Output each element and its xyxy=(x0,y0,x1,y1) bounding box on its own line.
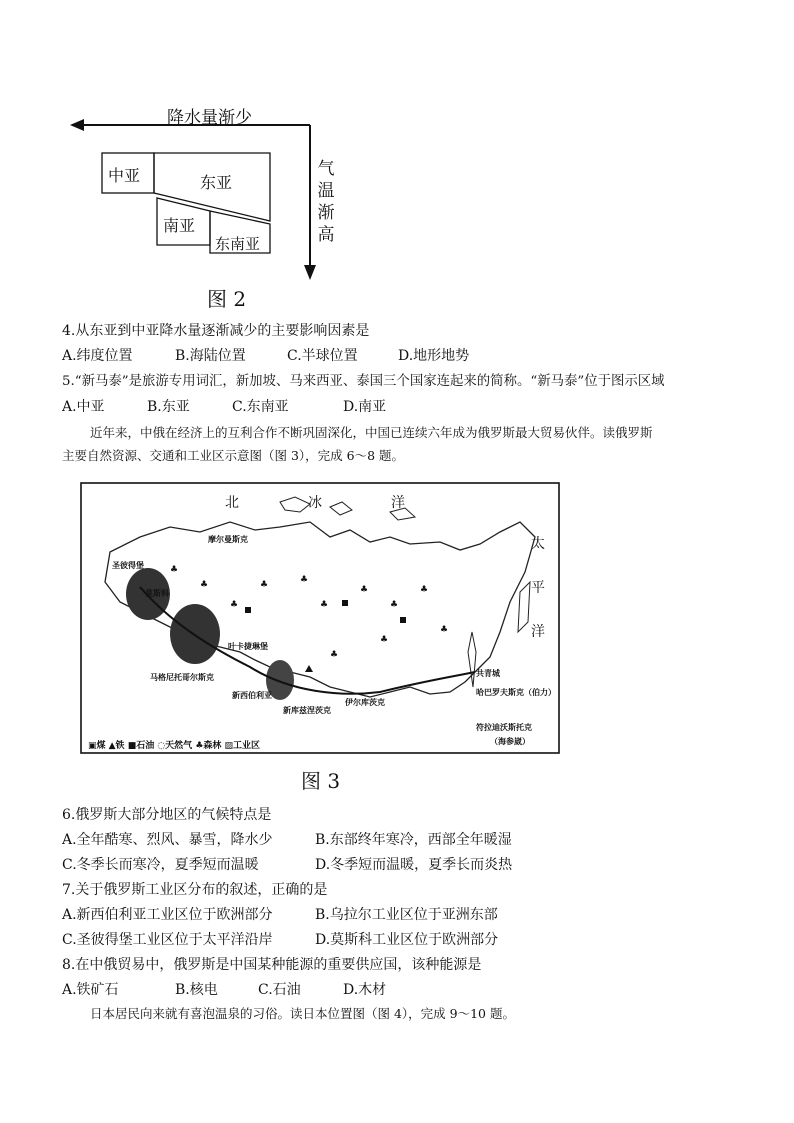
forest-icon: ♣ xyxy=(300,575,309,585)
region-central-asia: 中亚 xyxy=(108,166,141,185)
q7-option-d: D.莫斯科工业区位于欧洲部分 xyxy=(315,932,499,948)
q8-option-b: B.核电 xyxy=(175,982,218,998)
city-novosibirsk: 新西伯利亚 xyxy=(232,691,272,700)
q4-option-a: A.纬度位置 xyxy=(62,348,133,364)
city-murmansk: 摩尔曼斯克 xyxy=(208,535,248,544)
temp-char: 高 xyxy=(317,225,335,245)
q4-option-c: C.半球位置 xyxy=(287,348,358,364)
city-yekaterinburg: 叶卡捷琳堡 xyxy=(228,642,268,651)
city-vladivostok-alt: （海参崴） xyxy=(490,737,530,746)
oil-marker xyxy=(400,617,406,623)
figure-2-caption: 图 2 xyxy=(207,287,247,311)
map-ocean-east xyxy=(531,522,545,654)
ocean-char: 洋 xyxy=(391,495,405,511)
question-5-stem: 5.“新马泰”是旅游专用词汇，新加坡、马来西亚、泰国三个国家连起来的简称。“新马泰”位于图示区域 xyxy=(62,374,665,389)
forest-icon: ♣ xyxy=(440,625,449,635)
oil-marker xyxy=(245,607,251,613)
temp-char: 渐 xyxy=(317,203,335,223)
ocean-char: 洋 xyxy=(531,624,545,640)
city-vladivostok: 符拉迪沃斯托克 xyxy=(476,723,532,732)
city-novokuznetsk: 新库兹涅茨克 xyxy=(283,706,331,715)
q7-option-b: B.乌拉尔工业区位于亚洲东部 xyxy=(315,907,498,923)
forest-icon: ♣ xyxy=(320,600,329,610)
forest-icon: ♣ xyxy=(170,565,179,575)
question-7-stem: 7.关于俄罗斯工业区分布的叙述，正确的是 xyxy=(62,882,328,898)
precip-arrowhead xyxy=(70,119,84,131)
temp-char: 气 xyxy=(317,159,335,179)
forest-icon: ♣ xyxy=(380,635,389,645)
q6-option-b: B.东部终年寒冷，西部全年暖湿 xyxy=(315,832,512,848)
forest-icon: ♣ xyxy=(230,600,239,610)
city-st-petersburg: 圣彼得堡 xyxy=(112,561,144,570)
q8-option-c: C.石油 xyxy=(258,982,301,998)
ocean-char: 冰 xyxy=(308,495,322,511)
q5-option-a: A.中亚 xyxy=(62,399,105,415)
city-komsomolsk: 共青城 xyxy=(476,669,500,678)
question-4-stem: 4.从东亚到中亚降水量逐渐减少的主要影响因素是 xyxy=(62,323,370,339)
forest-icon: ♣ xyxy=(330,650,339,660)
precip-label: 降水量渐少 xyxy=(167,108,252,128)
question-6-stem: 6.俄罗斯大部分地区的气候特点是 xyxy=(62,807,272,823)
forest-icon: ♣ xyxy=(200,580,209,590)
forest-icon: ♣ xyxy=(360,585,369,595)
city-khabarovsk: 哈巴罗夫斯克（伯力） xyxy=(476,688,556,697)
city-moscow: 莫斯科 xyxy=(145,589,169,598)
intro-6-8-line-1: 近年来，中俄在经济上的互利合作不断巩固深化，中国已连续六年成为俄罗斯最大贸易伙伴。读俄罗斯 xyxy=(90,425,653,440)
intro-9-10-line: 日本居民向来就有喜泡温泉的习俗。读日本位置图（图 4），完成 9～10 题。 xyxy=(90,1006,515,1021)
region-southeast-asia: 东南亚 xyxy=(215,235,261,253)
region-south-asia: 南亚 xyxy=(163,216,196,235)
ocean-char: 平 xyxy=(531,580,545,596)
map-legend: ▣煤 ▲铁 ■石油 ◌天然气 ♣森林 ▨工业区 xyxy=(88,741,261,751)
figure-3-caption: 图 3 xyxy=(301,769,341,793)
ocean-char: 太 xyxy=(531,536,545,552)
q6-option-d: D.冬季短而温暖，夏季长而炎热 xyxy=(315,857,513,873)
q5-option-b: B.东亚 xyxy=(147,399,190,415)
q6-option-c: C.冬季长而寒冷，夏季短而温暖 xyxy=(62,857,259,873)
intro-6-8-line-2: 主要自然资源、交通和工业区示意图（图 3），完成 6～8 题。 xyxy=(62,448,405,463)
q8-option-a: A.铁矿石 xyxy=(62,982,119,998)
temp-label xyxy=(316,158,336,246)
q4-option-b: B.海陆位置 xyxy=(175,348,246,364)
question-8-stem: 8.在中俄贸易中，俄罗斯是中国某种能源的重要供应国，该种能源是 xyxy=(62,957,482,973)
ocean-char: 北 xyxy=(225,495,239,511)
q5-option-c: C.东南亚 xyxy=(232,399,289,415)
map-ocean-north xyxy=(225,492,405,512)
oil-marker xyxy=(342,600,348,606)
q5-option-d: D.南亚 xyxy=(343,399,387,415)
q7-option-a: A.新西伯利亚工业区位于欧洲部分 xyxy=(62,907,273,923)
temp-arrowhead xyxy=(304,265,316,280)
temp-char: 温 xyxy=(317,181,335,201)
forest-icon: ♣ xyxy=(420,585,429,595)
figure-2-diagram xyxy=(60,95,360,315)
q4-option-d: D.地形地势 xyxy=(398,348,470,364)
forest-icon: ♣ xyxy=(260,580,269,590)
q7-option-c: C.圣彼得堡工业区位于太平洋沿岸 xyxy=(62,932,273,948)
q8-option-d: D.木材 xyxy=(343,982,387,998)
region-east-asia: 东亚 xyxy=(200,173,233,192)
city-magnitogorsk: 马格尼托哥尔斯克 xyxy=(150,673,214,682)
city-irkutsk: 伊尔库茨克 xyxy=(345,698,385,707)
forest-icon: ♣ xyxy=(390,600,399,610)
q6-option-a: A.全年酷寒、烈风、暴雪，降水少 xyxy=(62,832,273,848)
